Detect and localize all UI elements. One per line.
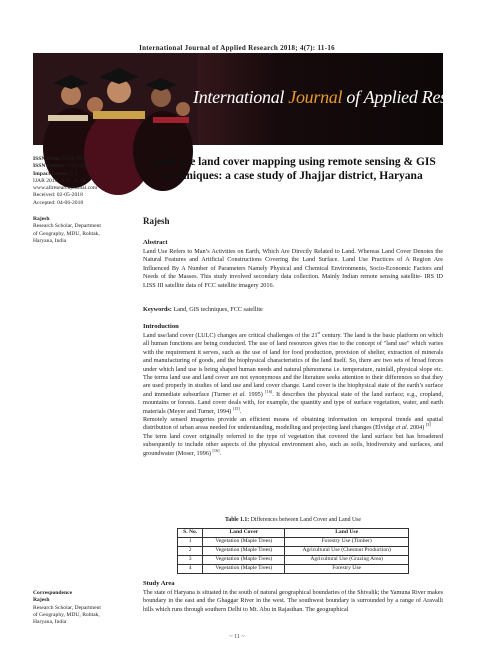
journal-banner: [33, 53, 486, 145]
table-header-row: [178, 529, 409, 538]
introduction-text: [143, 329, 444, 458]
table-header-cell: S. No.: [178, 529, 203, 538]
paper-title: Land use land cover mapping using remote sensing & GIS Techniques: a case study of Jhajjar district, Haryana: [150, 156, 436, 182]
meta-line: IJAR 2018; 4(7): 11-16: [33, 177, 86, 184]
meta-line: Received: 02-05-2018: [33, 192, 83, 199]
intro-paragraph-3: The term land cover originally referred to the type of vegetation that covered the land surface but has broadened subsequently to include other aspects of the physical environment also, such as soils, biodiversity and surfaces, and groundwater (Moser, 1996) [16].: [143, 432, 443, 457]
table-cell: Agricultural Use (Chestnut Production): [285, 546, 409, 555]
table-row: [178, 555, 409, 564]
journal-running-header: International Journal of Applied Research 2018; 4(7): 11-16: [139, 44, 335, 52]
paper-author: Rajesh: [143, 216, 170, 226]
abstract-text: Land Use Refers to Man’s Activities on Earth, Which Are Directly Related to Land. Whereas Land Cover Denotes the Natural Features and Artificial Constructions Covering the Land Surface. Land Use Practices of A Region Are Influenced By A Number of Parameters Namely Physical and Chemical Environments, Socio-Economic Factors and Needs of the Masses. This study involved secondary data collection. Mainly Indian remote sensing satellite- IRS ID LISS III satellite data of FCC satellite imagery 2016.: [143, 248, 443, 289]
page-number: ~ 11 ~: [229, 634, 245, 640]
abstract-heading: Abstract: [143, 239, 168, 246]
table-row: [178, 546, 409, 555]
meta-line: Impact Factor: 5.2: [33, 170, 78, 177]
correspondence-line: Research Scholar, Department: [33, 604, 101, 611]
table-cell: Vegetation (Maple Trees): [203, 546, 285, 555]
table-cell: Agricultural Use (Grazing Area): [285, 555, 409, 564]
correspondence-heading: Correspondence: [33, 590, 73, 596]
table-cell: Forestry Use: [285, 564, 409, 573]
table-cell: 1: [178, 537, 203, 546]
meta-line: ISSN Online: 2394-5869: [33, 163, 91, 170]
land-cover-use-table: [177, 528, 409, 574]
table-cell: 3: [178, 555, 203, 564]
correspondence-line: of Geography, MDU, Rohtak,: [33, 611, 100, 618]
table-cell: 4: [178, 564, 203, 573]
intro-paragraph-1: Land use/land cover (LULC) changes are critical challenges of the 21st century. The land is the basic platform on which all human functions are being conducted. The use of land resources gives rise to the concept of "land use" which varies with the requirement it serves, such as the use of land for food production, provision of shelter, extraction of minerals and manufacturing of goods, and the biophysical characteristics of the land itself. So, there are two sets of broad forces under which land use is being shaped human needs and natural phenomena i.e. temperature, rainfall, physical slope etc. The terms land use and land cover are not synonymous and the literature seeks attention to their differences so that they are used properly in studies of land use and land cover change. Land cover is the biophysical state of the earth’s surface and immediate subsurface (Turner et al. 1995) [16]. It describes the physical state of the land surface; e.g., cropland, mountains or forests. Land cover deals with, for example, the quantity and type of surface vegetation, water, and earth materials (Meyer and Turner, 1994) [15].: [143, 329, 444, 415]
table-caption: Table 1.1: Differences between Land Cover and Land Use: [224, 517, 362, 523]
keywords: [143, 306, 443, 314]
correspondence-line: Haryana, India: [33, 619, 67, 626]
meta-line: Accepted: 04-06-2018: [33, 199, 84, 206]
study-area-text: The state of Haryana is situated in the south of natural geographical boundaries of the Shivalik; the Yamuna River makes boundary in the east and the Ghaggar River in the west. The southwest boundary is surrounded by a range of Aravalli hills which runs through southern Delhi to Mt. Abu in Rajasthan. The geographical: [143, 589, 443, 613]
publication-metadata: [33, 156, 133, 207]
table-header-cell: Land Use: [285, 529, 409, 538]
affiliation-line: Haryana, India: [33, 237, 67, 244]
introduction-heading: Introduction: [143, 323, 179, 330]
meta-line: www.allresearchjournal.com: [33, 185, 98, 192]
correspondence-block: [33, 590, 133, 626]
graduates-photo: [33, 53, 198, 145]
affiliation-line: Research Scholar, Department: [33, 223, 101, 230]
table-cell: Forestry Use (Timber): [285, 537, 409, 546]
table-row: [178, 564, 409, 573]
affiliation-line: of Geography, MDU, Rohtak,: [33, 230, 100, 237]
intro-paragraph-2: Remotely sensed imageries provide an efficient means of obtaining information on temporal trends and spatial distribution of urban areas needed for understanding, modelling and projecting land changes (Elvidge et al. 2004) [3]: [143, 416, 443, 432]
table-cell: Vegetation (Maple Trees): [203, 537, 285, 546]
table-cell: 2: [178, 546, 203, 555]
table-header-cell: Land Cover: [203, 529, 285, 538]
meta-line: ISSN Print: 2394-7500: [33, 156, 87, 162]
keywords-text: Land, GIS techniques, FCC satellite: [171, 306, 263, 313]
journal-banner-title: International Journal of Applied Research: [193, 87, 486, 107]
keywords-label: Keywords:: [143, 306, 172, 313]
table-cell: Vegetation (Maple Trees): [203, 564, 285, 573]
table-cell: Vegetation (Maple Trees): [203, 555, 285, 564]
author-affiliation-name: Rajesh: [33, 216, 50, 222]
study-area-heading: Study Area: [143, 580, 175, 587]
author-affiliation: [33, 216, 133, 245]
table-row: [178, 537, 409, 546]
correspondence-name: Rajesh: [33, 597, 50, 604]
